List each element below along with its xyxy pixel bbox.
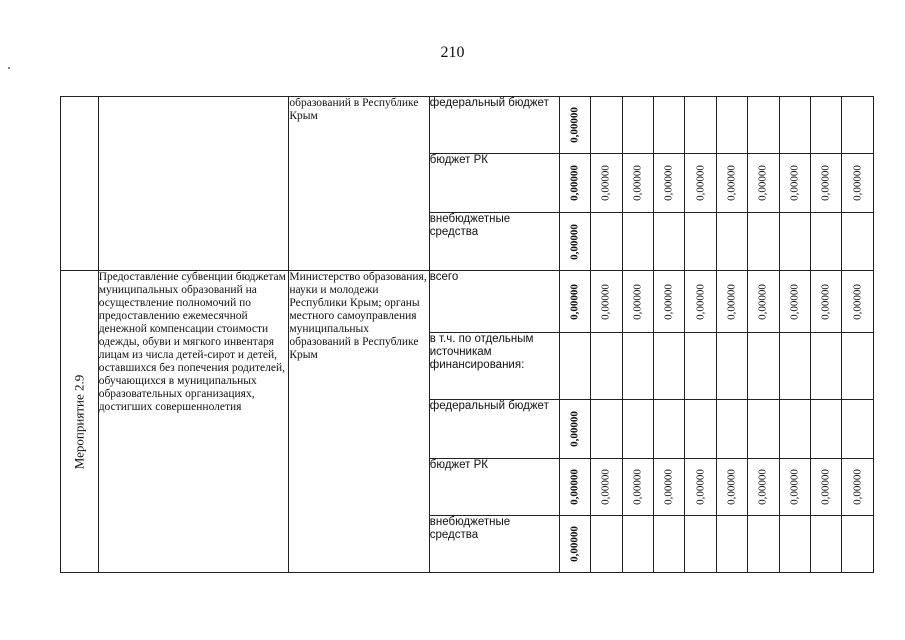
value-cell: [591, 459, 622, 516]
value-cell: [622, 213, 653, 271]
value-text: 0,00000: [662, 165, 675, 201]
code-cell-prev: [61, 97, 99, 271]
value-text: 0,00000: [599, 283, 612, 320]
value-cell: [559, 459, 590, 516]
value-cell: [685, 333, 716, 400]
value-cell: [559, 516, 590, 573]
value-cell: [779, 400, 810, 459]
value-cell: [716, 400, 747, 459]
value-text: 0,00000: [568, 469, 581, 505]
value-cell: [559, 154, 590, 213]
value-cell: [685, 459, 716, 516]
value-text: 0,00000: [568, 223, 581, 260]
funding-source: внебюджетные средства: [429, 213, 559, 271]
measure-executor: Министерство образования, науки и молодежи Республики Крым; органы местного самоуправления муниципальных образований в Республике Крым: [289, 271, 429, 573]
value-text: 0,00000: [662, 283, 675, 320]
value-cell: [748, 271, 779, 333]
scan-dot: [8, 67, 10, 69]
value-text: 0,00000: [725, 165, 738, 201]
description-cell-prev: [98, 97, 289, 271]
value-cell: [716, 459, 747, 516]
value-text: 0,00000: [694, 165, 707, 201]
value-cell: [779, 97, 810, 154]
value-cell: [811, 213, 842, 271]
value-text: 0,00000: [819, 165, 832, 201]
value-cell: [779, 213, 810, 271]
value-text: 0,00000: [819, 283, 832, 320]
value-cell: [842, 97, 874, 154]
value-text: 0,00000: [599, 469, 612, 505]
page-number: 210: [440, 44, 465, 61]
value-text: 0,00000: [568, 411, 581, 447]
value-cell: [811, 154, 842, 213]
value-cell: [591, 333, 622, 400]
value-cell: [842, 333, 874, 400]
funding-source: всего: [429, 271, 559, 333]
value-cell: [748, 213, 779, 271]
funding-source: федеральный бюджет: [429, 400, 559, 459]
value-cell: [779, 271, 810, 333]
value-cell: [779, 516, 810, 573]
value-cell: [779, 459, 810, 516]
value-text: 0,00000: [568, 107, 581, 143]
value-cell: [591, 516, 622, 573]
value-cell: [559, 400, 590, 459]
value-cell: [653, 333, 684, 400]
value-cell: [653, 516, 684, 573]
value-cell: [716, 333, 747, 400]
value-cell: [748, 97, 779, 154]
value-text: 0,00000: [788, 283, 801, 320]
value-cell: [779, 154, 810, 213]
value-cell: [685, 97, 716, 154]
value-cell: [811, 459, 842, 516]
value-cell: [685, 271, 716, 333]
value-cell: [811, 271, 842, 333]
value-cell: [685, 154, 716, 213]
value-cell: [622, 271, 653, 333]
value-cell: [842, 400, 874, 459]
measure-description: Предоставление субвенции бюджетам муниципальных образований на осуществление полномочий по предоставлению ежемесячной денежной компенсации стоимости одежды, обуви и мягкого инвентаря лицам из числа детей-сирот и детей, оставшихся без попечения родителей, обучающихся в муниципальных образовательных организациях, достигших совершеннолетия: [98, 271, 289, 573]
value-text: 0,00000: [819, 469, 832, 505]
value-text: 0,00000: [568, 283, 581, 320]
value-cell: [653, 97, 684, 154]
table-row: [61, 97, 874, 154]
value-cell: [591, 213, 622, 271]
value-cell: [653, 154, 684, 213]
value-text: 0,00000: [851, 469, 864, 505]
value-cell: [622, 97, 653, 154]
value-text: 0,00000: [631, 165, 644, 201]
value-text: 0,00000: [725, 283, 738, 320]
value-cell: [716, 516, 747, 573]
value-cell: [748, 400, 779, 459]
value-cell: [559, 333, 590, 400]
value-cell: [685, 516, 716, 573]
value-text: 0,00000: [631, 469, 644, 505]
value-cell: [716, 154, 747, 213]
value-cell: [622, 154, 653, 213]
table-body: [61, 97, 874, 573]
value-cell: [622, 459, 653, 516]
value-text: 0,00000: [568, 526, 581, 562]
value-text: 0,00000: [725, 469, 738, 505]
value-text: 0,00000: [788, 469, 801, 505]
value-cell: [748, 154, 779, 213]
value-cell: [842, 271, 874, 333]
value-cell: [591, 97, 622, 154]
value-text: 0,00000: [694, 283, 707, 320]
value-cell: [842, 459, 874, 516]
value-cell: [716, 213, 747, 271]
value-cell: [591, 154, 622, 213]
funding-source: внебюджетные средства: [429, 516, 559, 573]
funding-source: в т.ч. по отдельным источникам финансирования:: [429, 333, 559, 400]
value-cell: [779, 333, 810, 400]
value-cell: [748, 516, 779, 573]
value-cell: [811, 516, 842, 573]
value-cell: [559, 271, 590, 333]
table-row: [61, 271, 874, 333]
value-text: 0,00000: [568, 165, 581, 201]
value-cell: [559, 213, 590, 271]
funding-table: [60, 96, 874, 573]
value-cell: [716, 271, 747, 333]
funding-source: бюджет РК: [429, 459, 559, 516]
value-text: 0,00000: [631, 283, 644, 320]
value-cell: [716, 97, 747, 154]
measure-code: Мероприятие 2.9: [71, 374, 87, 469]
funding-source: федеральный бюджет: [429, 97, 559, 154]
value-cell: [653, 400, 684, 459]
value-text: 0,00000: [756, 165, 769, 201]
value-text: 0,00000: [694, 469, 707, 505]
value-text: 0,00000: [756, 469, 769, 505]
value-cell: [748, 333, 779, 400]
value-cell: [622, 333, 653, 400]
value-text: 0,00000: [662, 469, 675, 505]
value-text: 0,00000: [851, 283, 864, 320]
value-cell: [653, 213, 684, 271]
value-cell: [842, 213, 874, 271]
funding-source: бюджет РК: [429, 154, 559, 213]
value-text: 0,00000: [756, 283, 769, 320]
value-cell: [811, 333, 842, 400]
value-cell: [622, 400, 653, 459]
value-cell: [842, 154, 874, 213]
value-cell: [591, 400, 622, 459]
value-cell: [653, 271, 684, 333]
value-text: 0,00000: [599, 165, 612, 201]
value-text: 0,00000: [788, 165, 801, 201]
value-cell: [842, 516, 874, 573]
value-cell: [591, 271, 622, 333]
value-cell: [685, 400, 716, 459]
value-cell: [685, 213, 716, 271]
value-cell: [748, 459, 779, 516]
value-cell: [811, 400, 842, 459]
value-cell: [653, 459, 684, 516]
value-cell: [559, 97, 590, 154]
measure-code-cell: [61, 271, 99, 573]
executor-cell-prev: образований в Республике Крым: [289, 97, 429, 271]
value-text: 0,00000: [851, 165, 864, 201]
value-cell: [811, 97, 842, 154]
value-cell: [622, 516, 653, 573]
